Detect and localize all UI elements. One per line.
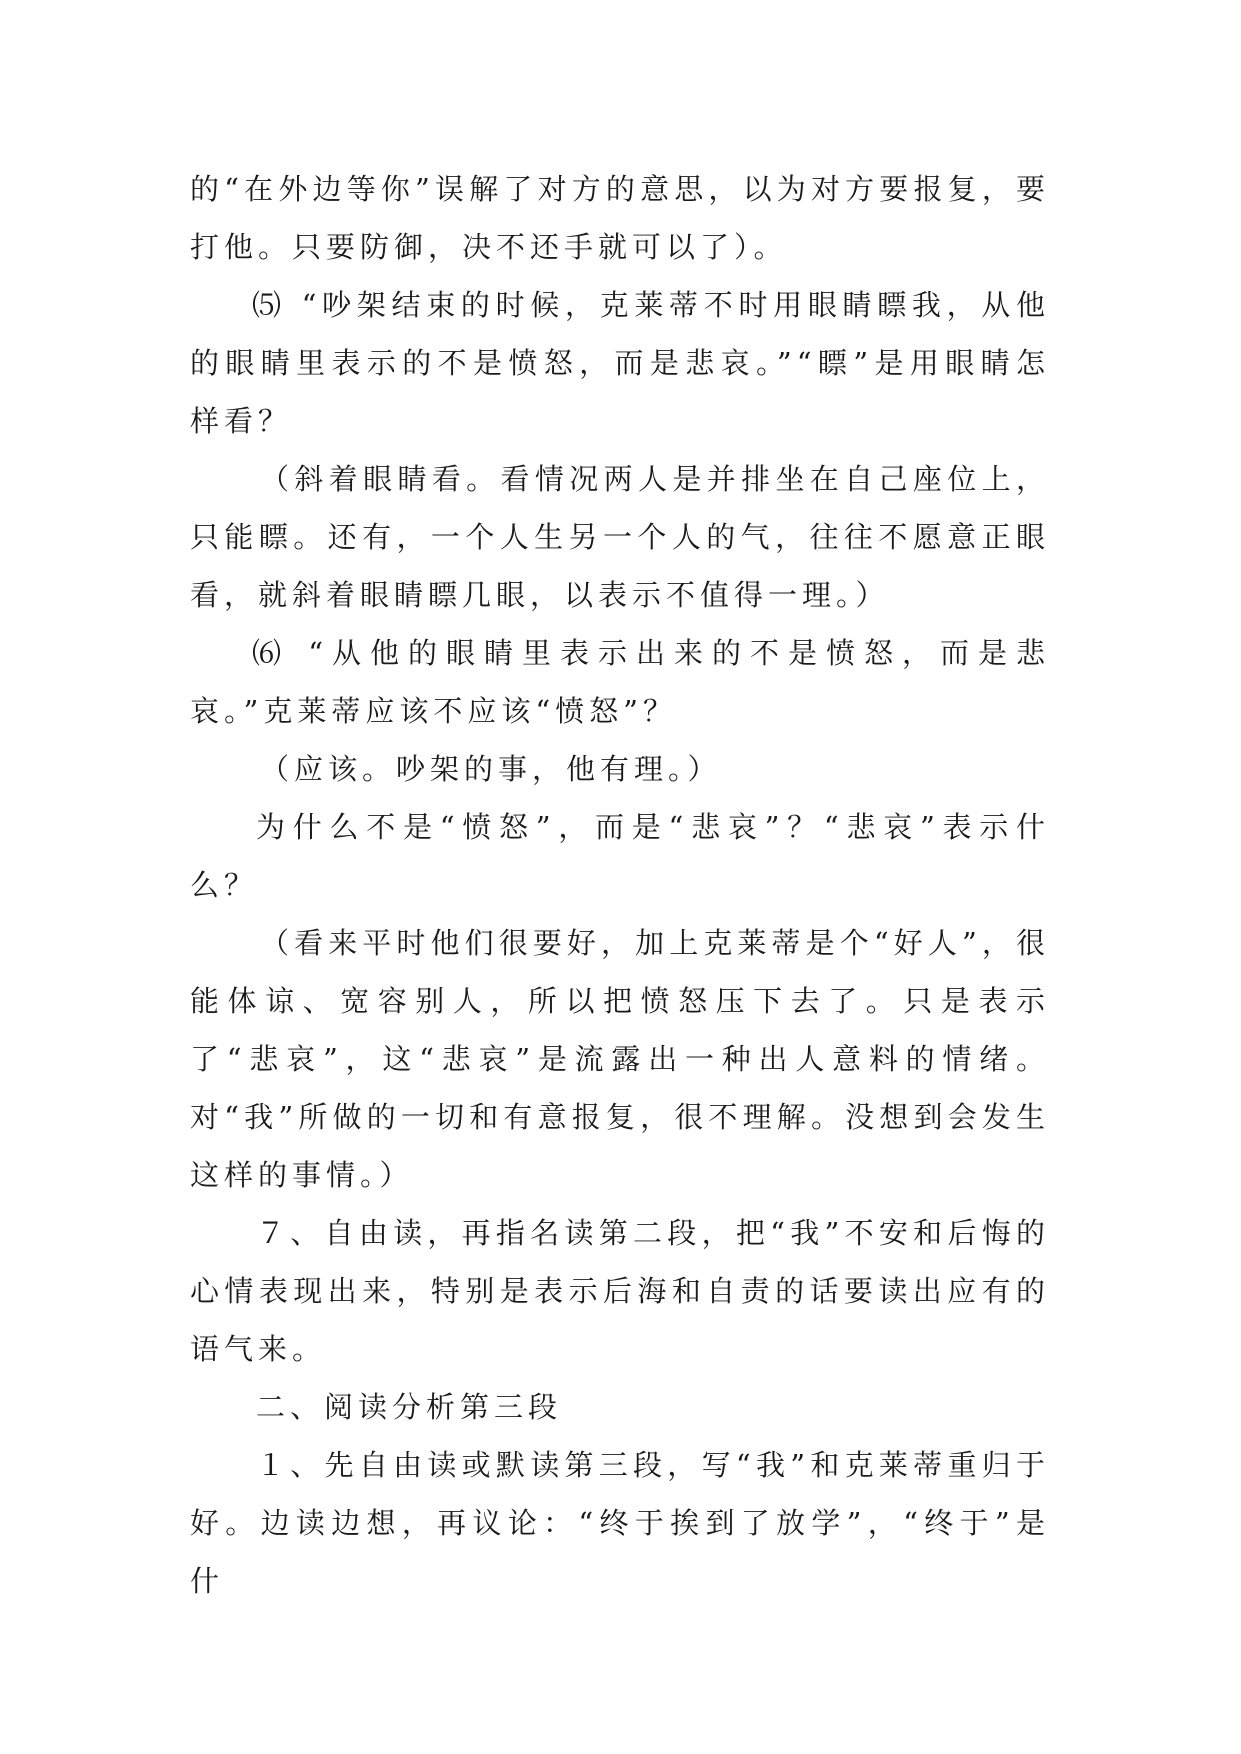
body-text xyxy=(190,160,1050,1610)
paragraph-answer-6b: （看来平时他们很要好，加上克莱蒂是个“好人”，很能体谅、宽容别人，所以把愤怒压下去了。只是表示了“悲哀”，这“悲哀”是流露出一种出人意料的情绪。对“我”所做的一切和有意报复，很不理解。没想到会发生这样的事情。） xyxy=(190,926,1050,1192)
paragraph-question-6b: 为什么不是“愤怒”，而是“悲哀”？“悲哀”表示什么？ xyxy=(190,810,1050,902)
paragraph-step-1: １、先自由读或默读第三段，写“我”和克莱蒂重归于好。边读边想，再议论：“终于挨到了放学”，“终于”是什 xyxy=(190,1448,1050,1598)
paragraph-continued-answer: 的“在外边等你”误解了对方的意思，以为对方要报复，要打他。只要防御，决不还手就可以了）。 xyxy=(190,172,1050,264)
paragraph-answer-6: （应该。吵架的事，他有理。） xyxy=(260,752,722,786)
paragraph-question-6: ⑹ “从他的眼睛里表示出来的不是愤怒，而是悲哀。”克莱蒂应该不应该“愤怒”？ xyxy=(190,636,1050,728)
paragraph-step-7: ７、自由读，再指名读第二段，把“我”不安和后悔的心情表现出来，特别是表示后海和自责的话要读出应有的语气来。 xyxy=(190,1216,1050,1366)
paragraph-answer-5: （斜着眼睛看。看情况两人是并排坐在自己座位上，只能瞟。还有，一个人生另一个人的气，往往不愿意正眼看，就斜着眼睛瞟几眼，以表示不值得一理。） xyxy=(190,462,1050,612)
paragraph-question-5: ⑸ “吵架结束的时候，克莱蒂不时用眼睛瞟我，从他的眼睛里表示的不是愤怒，而是悲哀。”“瞟”是用眼睛怎样看？ xyxy=(190,288,1050,438)
section-heading-part-2: 二、阅读分析第三段 xyxy=(256,1390,563,1424)
